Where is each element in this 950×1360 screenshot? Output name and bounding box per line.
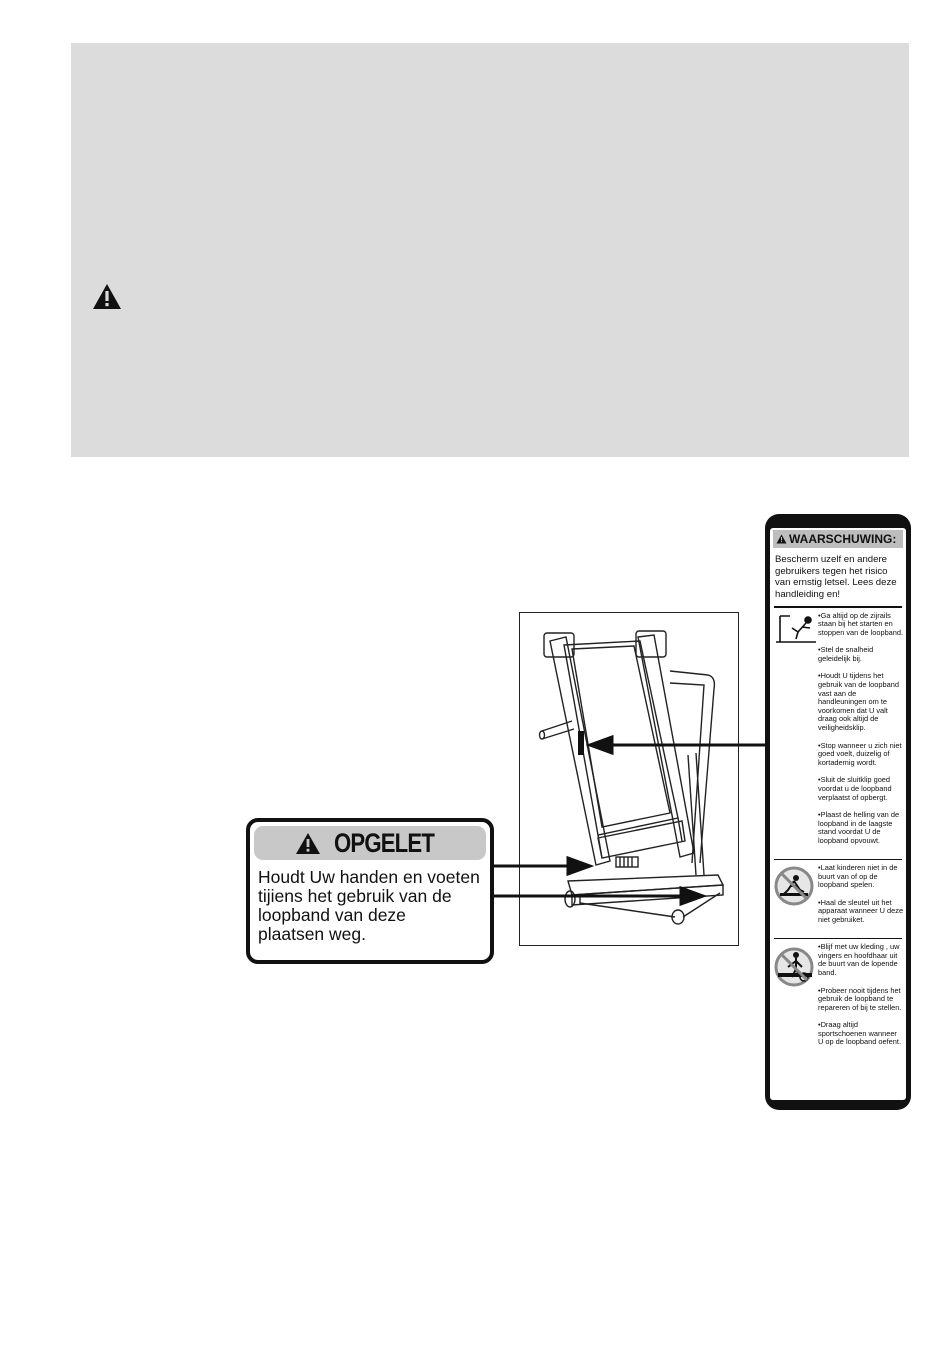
divider [774, 606, 902, 608]
warning-item: •Probeer nooit tijdens het gebruik de loopband te repareren of bij te stellen. [818, 985, 902, 1012]
warning-item: •Stop wanneer u zich niet goed voelt, duizelig of kortademig wordt. [818, 740, 902, 767]
warning-item: •Ga altijd op de zijrails staan bij het starten en stoppen van de loopband. [818, 610, 904, 637]
warning-item: •Laat kinderen niet in de buurt van of op de loopband spelen. [818, 863, 898, 890]
falling-person-icon [774, 612, 818, 646]
warning-intro: Bescherm uzelf en andere gebruikers tegen het risico van ernstig letsel. Lees deze handleiding en! [775, 554, 897, 600]
warning-item: •Sluit de sluitklip goed voordat u de loopband verplaatst of opbergt. [818, 775, 892, 802]
warning-item: •Haal de sleutel uit het apparaat wanneer U deze niet gebruiket. [818, 897, 904, 925]
caution-text: Houdt Uw handen en voeten tijiens het gebruik van de loopband van deze plaatsen weg. [258, 867, 480, 944]
divider [774, 859, 902, 861]
no-children-icon [774, 864, 818, 908]
warning-item: •Plaast de helling van de loopband in de laagste stand voordat U de loopband opvouwt. [818, 810, 900, 845]
warning-item: •Houdt U tijdens het gebruik van de loopband vast aan de handleuningen om te voorkomen dat U valt draag ook altijd de veiligheidsklip. [818, 671, 899, 733]
warning-section-children [770, 862, 906, 936]
caution-title: OPGELET [333, 827, 435, 858]
warning-item: •Blijf met uw kleding , uw vingers en hoofdhaar uit de buurt van de lopende band. [818, 942, 900, 977]
warning-item: •Draag altijd sportschoenen wanneer U op de loopband oefent. [818, 1020, 902, 1047]
warning-title: WAARSCHUWING: [789, 532, 897, 546]
no-hands-near-belt-icon [774, 943, 818, 991]
warning-sticker-header [773, 530, 903, 548]
divider [774, 938, 902, 940]
warning-triangle-icon [776, 534, 787, 544]
warning-section-safety [770, 610, 906, 857]
warning-section-moving-belt [770, 941, 906, 1058]
warning-sticker [765, 514, 911, 1110]
warning-item: •Stel de snalheid geleidelijk bij. [818, 645, 874, 663]
